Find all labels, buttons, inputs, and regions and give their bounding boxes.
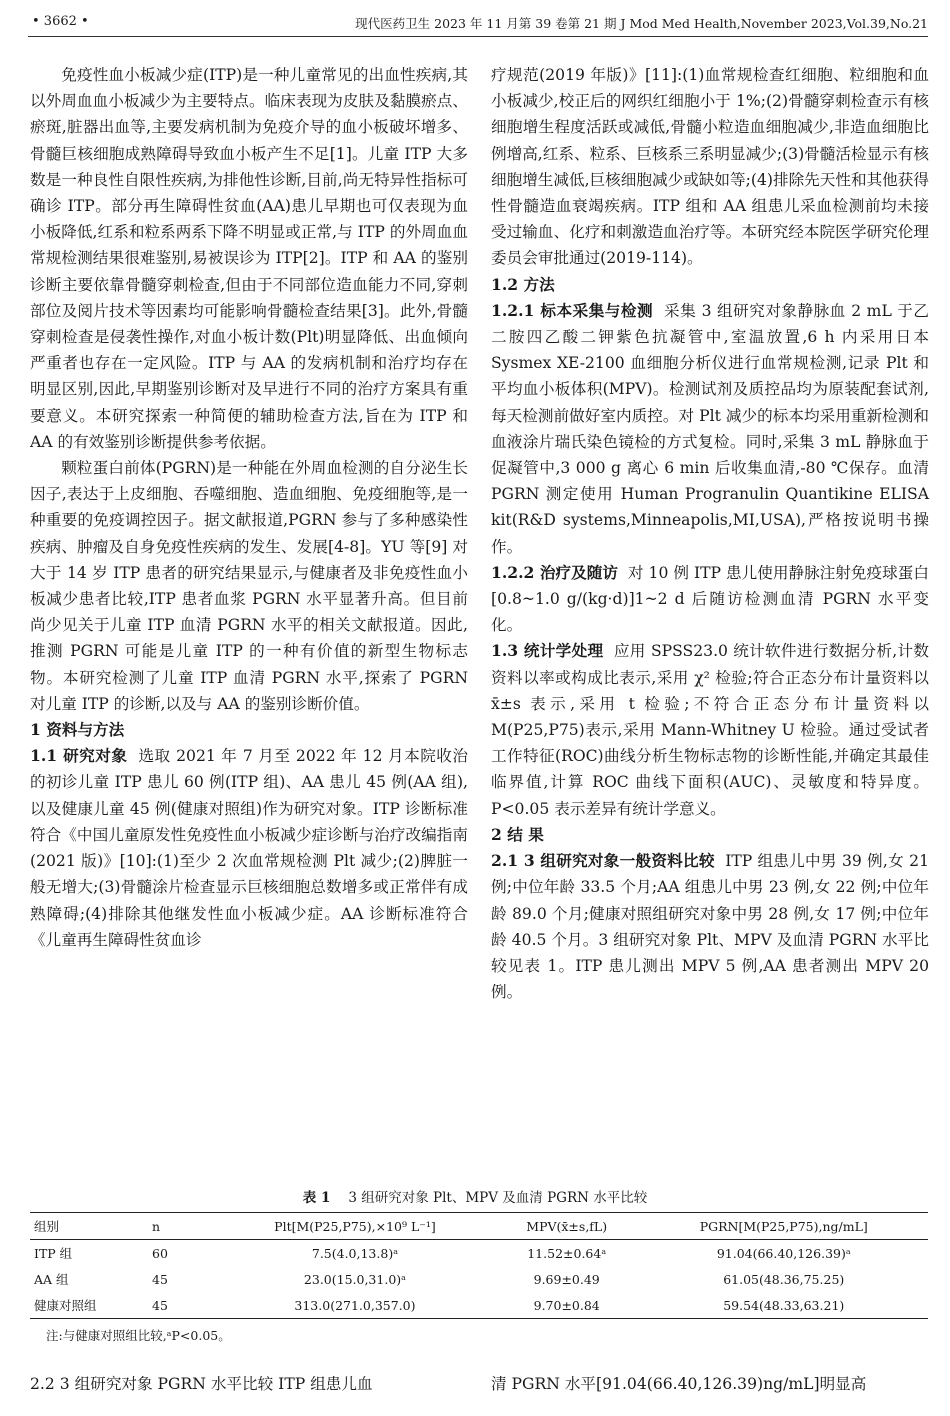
cell: 9.69±0.49 <box>533 1271 600 1287</box>
section-2-1 <box>491 848 929 1005</box>
col-group: 组别 <box>34 1219 60 1234</box>
cell: 9.70±0.84 <box>533 1297 600 1313</box>
col-pgrn: PGRN[M(P25,P75),ng/mL] <box>699 1218 868 1234</box>
results-table <box>30 1212 928 1319</box>
table-label: 表 1 <box>302 1190 331 1206</box>
section-1-2-1 <box>491 298 929 560</box>
col-n: n <box>152 1218 161 1234</box>
criteria-continued: 疗规范(2019 年版)》[11]:(1)血常规检查红细胞、粒细胞和血小板减少,校正后的网织红细胞小于 1%;(2)骨髓穿刺检查示有核细胞增生程度活跃或减低,骨髓小粒造血细胞减少,非造血细胞比例增高,红系、粒系、巨核系三系明显减少;(3)骨髓活检显示有核细胞增生减低,巨核细胞减少或缺如等;(4)排除先天性和其他获得性骨髓造血衰竭疾病。ITP 组和 AA 组患儿采血检测前均未接受过输血、化疗和刺激造血治疗等。本研究经本院医学研究伦理委员会审批通过(2019-114)。 <box>491 66 929 268</box>
table-caption <box>0 1186 950 1206</box>
cell: 313.0(271.0,357.0) <box>294 1297 416 1313</box>
section-2-2-start: 2.2 3 组研究对象 PGRN 水平比较 ITP 组患儿血 <box>30 1375 373 1393</box>
col-mpv: MPV(x̄±s,fL) <box>526 1218 608 1234</box>
section-2-2-continued: 清 PGRN 水平[91.04(66.40,126.39)ng/mL]明显高 <box>491 1375 867 1393</box>
cell: 23.0(15.0,31.0)ᵃ <box>303 1271 406 1287</box>
col-plt: Plt[M(P25,P75),×10⁹ L⁻¹] <box>274 1218 436 1234</box>
cell: 11.52±0.64ᵃ <box>527 1245 607 1261</box>
section-1-2-1-text: 采集 3 组研究对象静脉血 2 mL 于乙二胺四乙酸二钾紫色抗凝管中,室温放置,6 h 内采用日本 Sysmex XE-2100 血细胞分析仪进行血常规检测,记录 Plt 和平均血小板体积(MPV)。检测试剂及质控品均为原装配套试剂,每天检测前做好室内质控。对 Plt 减少的标本均采用重新检测和血液涂片瑞氏染色镜检的方式复检。同时,采集 3 mL 静脉血于促凝管中,3 000 g 离心 6 min 后收集血清,-80 ℃保存。血清 PGRN 测定使用 Human Progranulin Quantikine ELISA kit(R&D systems,Minneapolis,MI,USA),严格按说明书操作。 <box>491 301 929 556</box>
left-column <box>30 62 468 953</box>
table-title: 3 组研究对象 Plt、MPV 及血清 PGRN 水平比较 <box>348 1190 648 1206</box>
section-1-3 <box>491 638 929 821</box>
intro-paragraph-2: 颗粒蛋白前体(PGRN)是一种能在外周血检测的自分泌生长因子,表达于上皮细胞、吞噬细胞、造血细胞、免疫细胞等,是一种重要的免疫调控因子。据文献报道,PGRN 参与了多种感染性疾病、肿瘤及自身免疫性疾病的发生、发展[4-8]。YU 等[9] 对大于 14 岁 ITP 患者的研究结果显示,与健康者及非免疫性血小板减少患者比较,ITP 患者血浆 PGRN 水平显著升高。但目前尚少见关于儿童 ITP 血清 PGRN 水平的相关文献报道。因此,推测 PGRN 可能是儿童 ITP 的一种有价值的新型生物标志物。本研究检测了儿童 ITP 血清 PGRN 水平,探索了 PGRN 对儿童 ITP 的诊断,以及与 AA 的鉴别诊断价值。 <box>30 459 468 713</box>
cell: 60 <box>152 1245 168 1261</box>
cell: 45 <box>152 1271 168 1287</box>
section-1-2-2-text: 对 10 例 ITP 患儿使用静脉注射免疫球蛋白[0.8~1.0 g/(kg·d)]1~2 d 后随访检测血清 PGRN 水平变化。 <box>491 563 929 635</box>
intro-paragraph-1: 免疫性血小板减少症(ITP)是一种儿童常见的出血性疾病,其以外周血血小板减少为主要特点。临床表现为皮肤及黏膜瘀点、瘀斑,脏器出血等,主要发病机制为免疫介导的血小板破坏增多、骨髓巨核细胞成熟障碍导致血小板产生不足[1]。儿童 ITP 大多数是一种良性自限性疾病,为排他性诊断,目前,尚无特异性指标可确诊 ITP。部分再生障碍性贫血(AA)患儿早期也可仅表现为血小板降低,红系和粒系两系下降不明显或正常,与 ITP 的外周血血常规检测结果很难鉴别,易被误诊为 ITP[2]。ITP 和 AA 的鉴别诊断主要依靠骨髓穿刺检查,但由于不同部位造血能力不同,穿刺部位及阅片技术等因素均可能影响骨髓检查结果[3]。此外,骨髓穿刺检查是侵袭性操作,对血小板计数(Plt)明显降低、出血倾向严重者也存在一定风险。ITP 与 AA 的发病机制和治疗均存在明显区别,因此,早期鉴别诊断对及早进行不同的治疗方案具有重要意义。本研究探索一种简便的辅助检查方法,旨在为 ITP 和 AA 的有效鉴别诊断提供参考依据。 <box>30 66 468 451</box>
section-2-1-text: ITP 组患儿中男 39 例,女 21 例;中位年龄 33.5 个月;AA 组患儿中男 23 例,女 22 例;中位年龄 89.0 个月;健康对照组研究对象中男 28 例,女 17 例;中位年龄 40.5 个月。3 组研究对象 Plt、MPV 及血清 PGRN 水平比较见表 1。ITP 患儿测出 MPV 5 例,AA 患者测出 MPV 20 例。 <box>491 852 929 1002</box>
table-note: 注:与健康对照组比较,ᵃP<0.05。 <box>46 1328 231 1343</box>
section-1-1-text: 选取 2021 年 7 月至 2022 年 12 月本院收治的初诊儿童 ITP 患儿 60 例(ITP 组)、AA 患儿 45 例(AA 组),以及健康儿童 45 例(健康对照组)作为研究对象。ITP 诊断标准符合《中国儿童原发性免疫性血小板减少症诊断与治疗改编指南(2021 版)》[10]:(1)至少 2 次血常规检测 Plt 减少;(2)脾脏一般无增大;(3)骨髓涂片检查显示巨核细胞总数增多或正常伴有成熟障碍;(4)排除其他继发性血小板减少症。AA 诊断标准符合《儿童再生障碍性贫血诊 <box>30 747 468 949</box>
cell: 健康对照组 <box>34 1298 97 1313</box>
section-2-1-title: 2.1 3 组研究对象一般资料比较 <box>491 851 715 871</box>
section-1-heading: 1 资料与方法 <box>30 720 125 740</box>
section-1-3-text: 应用 SPSS23.0 统计软件进行数据分析,计数资料以率或构成比表示,采用 χ² 检验;符合正态分布计量资料以 x̄±s 表示,采用 t 检验;不符合正态分布计量资料以 M(P25,P75)表示,采用 Mann-Whitney U 检验。通过受试者工作特征(ROC)曲线分析生物标志物的诊断性能,并确定其最佳临界值,计算 ROC 曲线下面积(AUC)、灵敏度和特异度。P<0.05 表示差异有统计学意义。 <box>491 642 929 818</box>
running-header <box>28 10 928 37</box>
cell: 7.5(4.0,13.8)ᵃ <box>311 1245 399 1261</box>
section-1-2-2 <box>491 560 929 639</box>
cell: 59.54(48.33,63.21) <box>723 1297 845 1313</box>
section-1-1-title: 1.1 研究对象 <box>30 746 128 766</box>
page-number: • 3662 • <box>32 14 89 29</box>
table-row <box>30 1292 928 1319</box>
table-row <box>30 1266 928 1292</box>
cell: AA 组 <box>34 1272 69 1287</box>
cell: 61.05(48.36,75.25) <box>723 1271 845 1287</box>
section-1-2-heading: 1.2 方法 <box>491 274 555 294</box>
section-2-heading: 2 结 果 <box>491 824 544 844</box>
table-header-row <box>30 1213 928 1240</box>
table-row <box>30 1240 928 1267</box>
section-1-1 <box>30 743 468 953</box>
cell: 91.04(66.40,126.39)ᵃ <box>716 1245 851 1261</box>
cell: 45 <box>152 1297 168 1313</box>
cell: ITP 组 <box>34 1246 73 1261</box>
section-1-3-title: 1.3 统计学处理 <box>491 641 604 661</box>
section-1-2-2-title: 1.2.2 治疗及随访 <box>491 562 618 582</box>
section-1-2-1-title: 1.2.1 标本采集与检测 <box>491 300 654 320</box>
journal-info: 现代医药卫生 2023 年 11 月第 39 卷第 21 期 J Mod Med Health,November 2023,Vol.39,No.21 <box>355 16 928 31</box>
right-column <box>491 62 929 1005</box>
